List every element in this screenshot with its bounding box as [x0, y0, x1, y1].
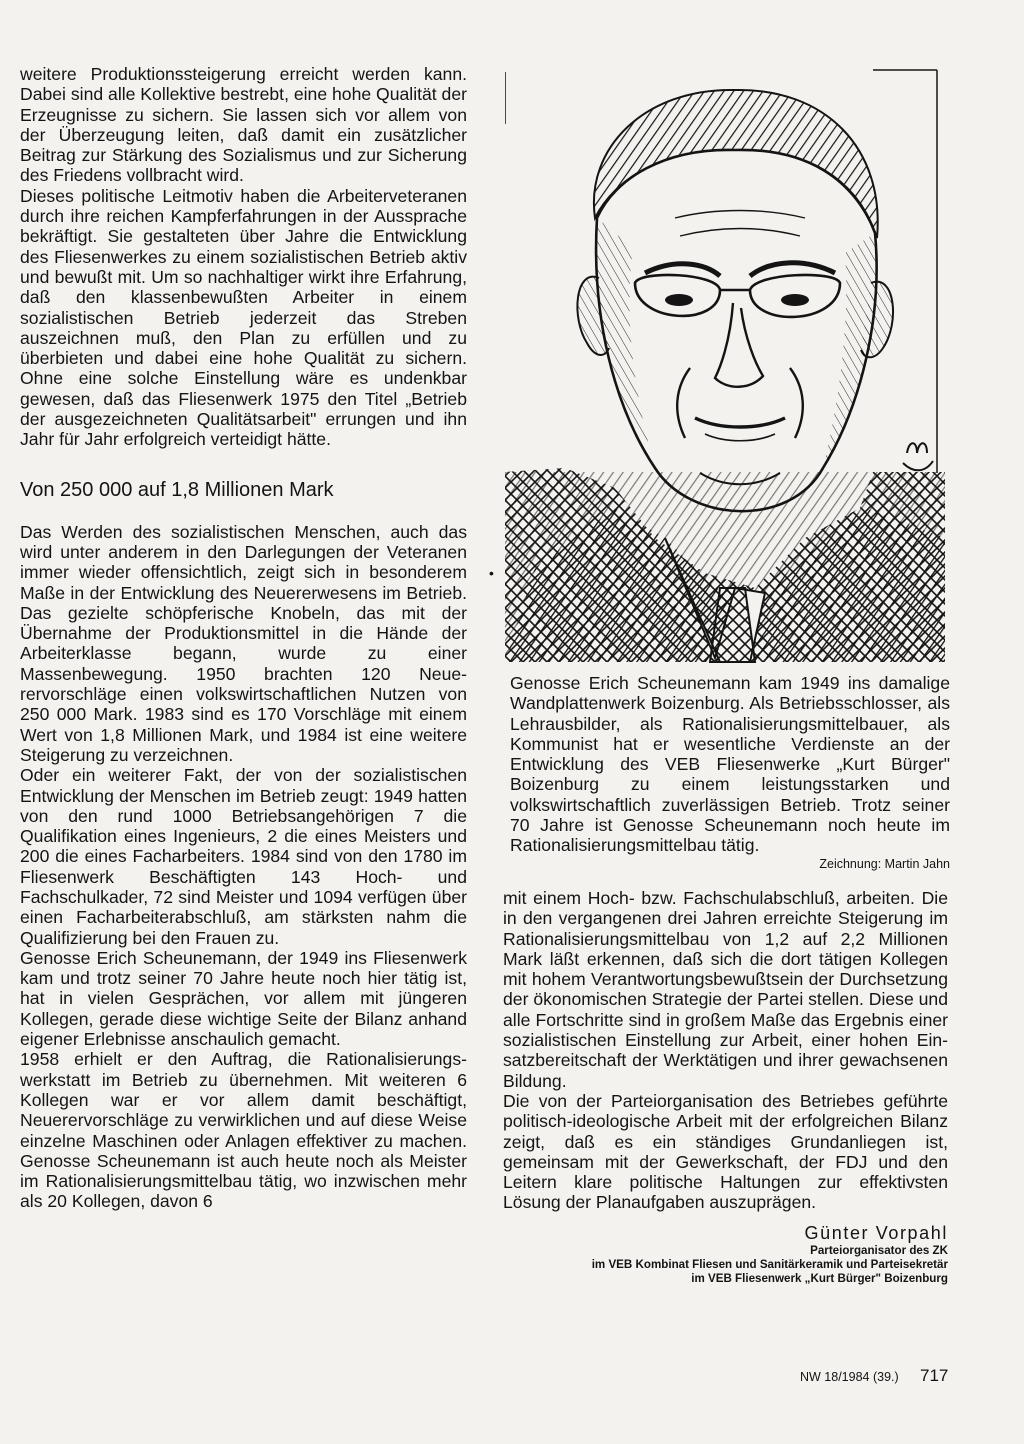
caption-text: Genosse Erich Scheunemann kam 1949 ins damalige Wandplattenwerk Boizenburg. Als Betriebsschlosser, als Lehrausbilder, als Rationalisierungsmittelbauer, als Kommunist hat er wesentliche Verdienste an der Entwicklung des VEB Fliesenwerke „Kurt Bürger" Boizenburg zu einem leistungsstarken und volkswirtschaftlich zuverlässigen Betrieb. Trotz seiner 70 Jahre ist Genosse Scheunemann noch heute im Rationalisierungsmittelbau tätig.	[510, 673, 950, 856]
stray-dot: •	[489, 565, 494, 581]
section-heading: Von 250 000 auf 1,8 Millionen Mark	[20, 478, 334, 501]
page-number: 717	[920, 1366, 949, 1385]
body-paragraph: mit einem Hoch- bzw. Fachschulabschluß, arbeiten. Die in den vergangenen drei Jahren erreichte Steigerung im Rationalisierungsmittelbau von 1,2 auf 2,2 Millionen Mark läßt erkennen, daß sich die dort tätigen Kollegen mit hohem Verantwortungsbewußtsein der Durchsetzung der ökonomischen Strategie der Partei stellen. Diese und alle Fortschritte sind in großem Maße das Ergebnis einer sozialistischen Einstellung zur Arbeit, einer hohen Einsatzbereitschaft der Werktätigen und ihrer gewachsenen Bildung.	[503, 888, 948, 1091]
body-paragraph: Genosse Erich Scheunemann, der 1949 ins Fliesenwerk kam und trotz seiner 70 Jahre heute noch hier tätig ist, hat in vielen Gesprächen, vor allem mit jüngeren Kollegen, gerade diese wichtige Seite der Bilanz anhand eigener Erlebnisse anschaulich gemacht.	[20, 947, 467, 1050]
body-paragraph: Dieses politische Leitmotiv haben die Arbeiterveteranen durch ihre reichen Kampferfahrungen in der Aussprache bekräftigt. Sie gestalteten über Jahre die Entwicklung des Fliesenwerkes zu einem sozialistischen Betrieb aktiv und bewußt mit. Um so nachhaltiger wirkt ihre Erfahrung, daß den klassenbewußten Arbeiter in einem sozialistischen Betrieb jederzeit das Streben auszeichnen muß, den Plan zu erfüllen und zu überbieten und dabei eine hohe Qualität zu sichern. Ohne eine solche Einstellung wäre es undenkbar gewesen, daß das Fliesenwerk 1975 den Titel „Betrieb der ausgezeichneten Qualitätsarbeit" errungen und ihn Jahr für Jahr erfolgreich verteidigt hätte.	[20, 185, 467, 450]
artist-monogram	[903, 443, 933, 470]
body-paragraph: Oder ein weiterer Fakt, der von der sozialistischen Entwicklung der Menschen im Betrieb zeugt: 1949 hatten von den rund 1000 Betriebsangehörigen 7 die Qualifikation eines Ingenieurs, 2 die eines Meisters und 200 die eines Facharbeiters. 1984 sind von den 1780 im Fliesenwerk Beschäftigten 143 Hoch- und Fachschulkader, 72 sind Meister und 1094 verfügen über einen Facharbeiterabschluß, am stärksten nahm die Qualifizierung bei den Frauen zu.	[20, 765, 467, 948]
journal-reference: NW 18/1984 (39.)	[800, 1370, 899, 1384]
author-title-line: Parteiorganisator des ZK	[810, 1243, 948, 1257]
body-paragraph: 1958 erhielt er den Auftrag, die Rationalisierungswerkstatt im Betrieb zu übernehmen. Mit weiteren 6 Kollegen war er vor allem damit beschäftigt, Neuerervorschläge zu verwirklichen und auf diese Weise einzelne Maschinen oder Anlagen effektiver zu machen. Genosse Scheunemann ist auch heute noch als Meister im Rationalisierungsmittelbau tätig, wo inzwischen mehr als 20 Kollegen, davon 6	[20, 1049, 467, 1212]
illustration-credit: Zeichnung: Martin Jahn	[819, 856, 950, 871]
author-title-line: im VEB Fliesenwerk „Kurt Bürger" Boizenburg	[691, 1271, 948, 1285]
portrait-caption	[510, 673, 950, 872]
portrait-illustration	[505, 68, 945, 664]
body-paragraph: weitere Produktionssteigerung erreicht werden kann. Dabei sind alle Kollektive bestrebt, eine hohe Qualität der Erzeugnisse zu sichern. Sie lassen sich vor allem von der Überzeugung leiten, daß damit ein zusätzlicher Beitrag zur Stärkung des Sozialismus und zur Sicherung des Friedens vollbracht wird.	[20, 64, 467, 186]
body-paragraph: Das Werden des sozialistischen Menschen, auch das wird unter anderem in den Darlegungen der Veteranen immer wieder offensichtlich, zeigt sich in besonderem Maße in der Entwicklung des Neuererwesens im Betrieb. Das gezielte schöpferische Knobeln, das mit der Übernahme der Produktionsmittel in die Hände der Arbeiterklasse begann, wurde zu einer Massenbewegung. 1950 brachten 120 Neuerervorschläge einen volkswirtschaftlichen Nutzen von 250 000 Mark. 1983 sind es 170 Vorschläge mit einem Wert von 1,8 Millionen Mark, und 1984 ist eine weitere Steigerung zu verzeichnen.	[20, 521, 467, 765]
portrait-drawing	[505, 68, 945, 664]
author-title-line: im VEB Kombinat Fliesen und Sanitärkeramik und Parteisekretär	[591, 1257, 948, 1271]
body-paragraph: Die von der Parteiorganisation des Betriebes geführte politisch-ideologische Arbeit mit der erfolgreichen Bilanz zeigt, daß es ein ständiges Grundanliegen ist, gemeinsam mit der Gewerkschaft, der FDJ und den Leitern klare politische Haltungen zur effektivsten Lösung der Planaufgaben auszuprägen.	[503, 1090, 948, 1213]
left-column	[20, 64, 467, 1212]
author-name: Günter Vorpahl	[804, 1222, 948, 1243]
right-column	[503, 888, 948, 1286]
